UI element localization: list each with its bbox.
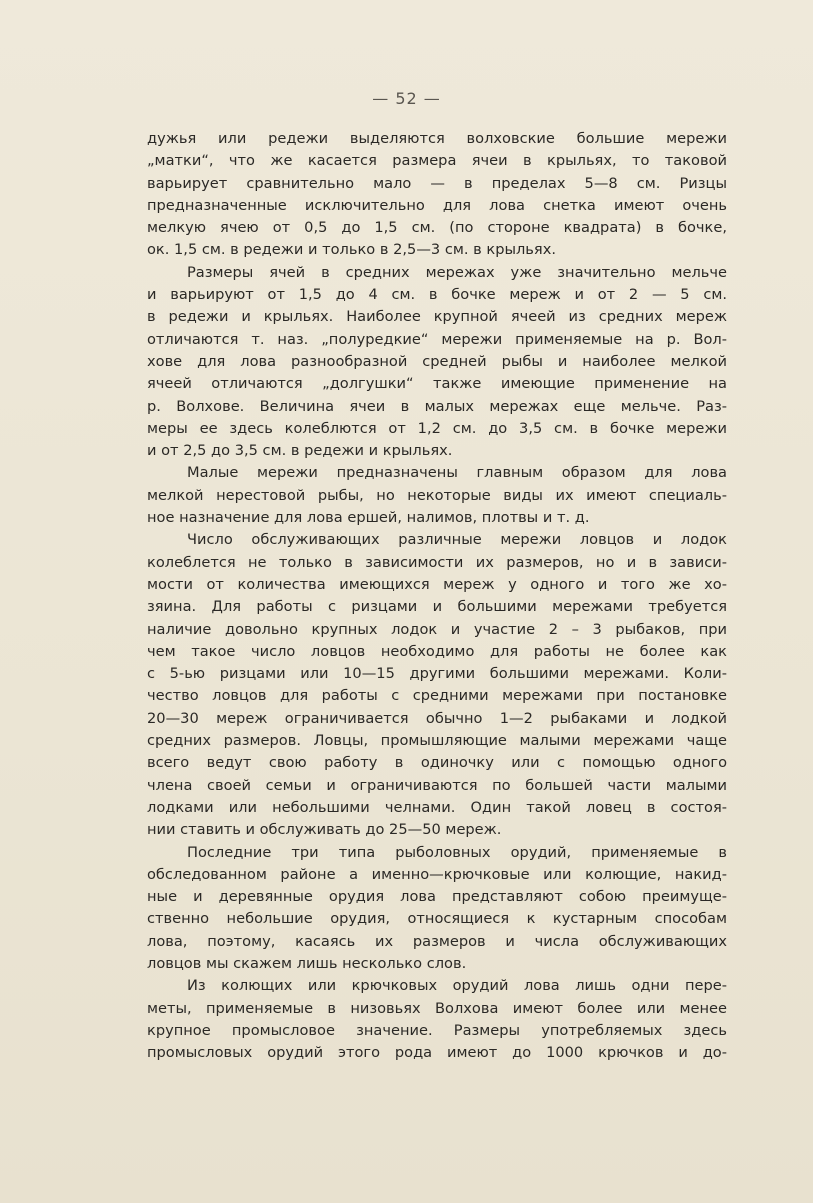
text-line: и варьируют от 1,5 до 4 см. в бочке мереж и от 2 — 5 см. [147, 286, 727, 304]
text-line: нии ставить и обслуживать до 25—50 мереж. [147, 821, 502, 839]
text-line: меты, применяемые в низовьях Волхова имеют более или менее [147, 999, 727, 1017]
text-line: чем такое число ловцов необходимо для работы не более как [147, 642, 727, 660]
text-line: дужья или редежи выделяются волховские большие мережи [147, 130, 727, 147]
text-line: предназначенные исключительно для лова снетка имеют очень [147, 196, 727, 214]
text-line: Малые мережи предназначены главным образом для лова [187, 464, 727, 482]
text-line: в редежи и крыльях. Наиболее крупной ячеей из средних мереж [147, 308, 727, 326]
text-line: хове для лова разнообразной средней рыбы и наиболее мелкой [147, 352, 727, 370]
text-line: „матки“, что же касается размера ячеи в крыльях, то таковой [147, 152, 727, 170]
text-line: чество ловцов для работы с средними мережами при постановке [147, 687, 727, 705]
text-line: крупное промысловое значение. Размеры употребляемых здесь [147, 1021, 727, 1039]
text-line: Размеры ячей в средних мережах уже значительно мельче [187, 263, 727, 281]
text-line: ные и деревянные орудия лова представляют собою преимуще- [147, 888, 727, 906]
text-line: мелкой нерестовой рыбы, но некоторые виды их имеют специаль- [147, 486, 727, 504]
text-line: варьирует сравнительно мало — в пределах 5—8 см. Ризцы [147, 174, 727, 192]
page-number: — 52 — [372, 89, 441, 108]
text-line: лодками или небольшими челнами. Один такой ловец в состоя- [147, 798, 727, 816]
text-line: и от 2,5 до 3,5 см. в редежи и крыльях. [147, 442, 453, 460]
text-line: Последние три типа рыболовных орудий, применяемые в [187, 843, 727, 861]
text-line: промысловых орудий этого рода имеют до 1000 крючков и до- [147, 1044, 727, 1062]
text-line: меры ее здесь колеблются от 1,2 см. до 3,5 см. в бочке мережи [147, 419, 727, 437]
text-line: обследованном районе а именно—крючковые или колющие, накид- [147, 865, 727, 883]
text-line: мелкую ячею от 0,5 до 1,5 см. (по стороне квадрата) в бочке, [147, 219, 727, 237]
text-line: с 5-ью ризцами или 10—15 другими большими мережами. Коли- [147, 665, 727, 683]
text-line: колеблется не только в зависимости их размеров, но и в зависи- [147, 553, 727, 571]
text-line: лова, поэтому, касаясь их размеров и числа обслуживающих [147, 932, 727, 950]
text-line: р. Волхове. Величина ячеи в малых мережах еще мельче. Раз- [147, 397, 727, 415]
text-line: члена своей семьи и ограничиваются по большей части малыми [147, 776, 727, 794]
text-line: ственно небольшие орудия, относящиеся к кустарным способам [147, 910, 727, 928]
body-text [147, 128, 727, 1064]
text-line: зяина. Для работы с ризцами и большими мережами требуется [147, 598, 727, 616]
text-line: 20—30 мереж ограничивается обычно 1—2 рыбаками и лодкой [147, 709, 727, 727]
text-line: ячеей отличаются „долгушки“ также имеющие применение на [147, 375, 727, 393]
text-line: ок. 1,5 см. в редежи и только в 2,5—3 см. в крыльях. [147, 241, 556, 259]
text-line: ное назначение для лова ершей, налимов, плотвы и т. д. [147, 509, 590, 527]
text-line: мости от количества имеющихся мереж у одного и того же хо- [147, 575, 727, 593]
text-line: Число обслуживающих различные мережи ловцов и лодок [187, 531, 727, 549]
text-line: Из колющих или крючковых орудий лова лишь одни пере- [187, 977, 727, 995]
text-line: ловцов мы скажем лишь несколько слов. [147, 954, 467, 972]
text-line: наличие довольно крупных лодок и участие 2 – 3 рыбаков, при [147, 620, 727, 638]
text-line: всего ведут свою работу в одиночку или с помощью одного [147, 754, 727, 772]
text-line: средних размеров. Ловцы, промышляющие малыми мережами чаще [147, 732, 727, 750]
text-line: отличаются т. наз. „полуредкие“ мережи применяемые на р. Вол- [147, 330, 727, 348]
